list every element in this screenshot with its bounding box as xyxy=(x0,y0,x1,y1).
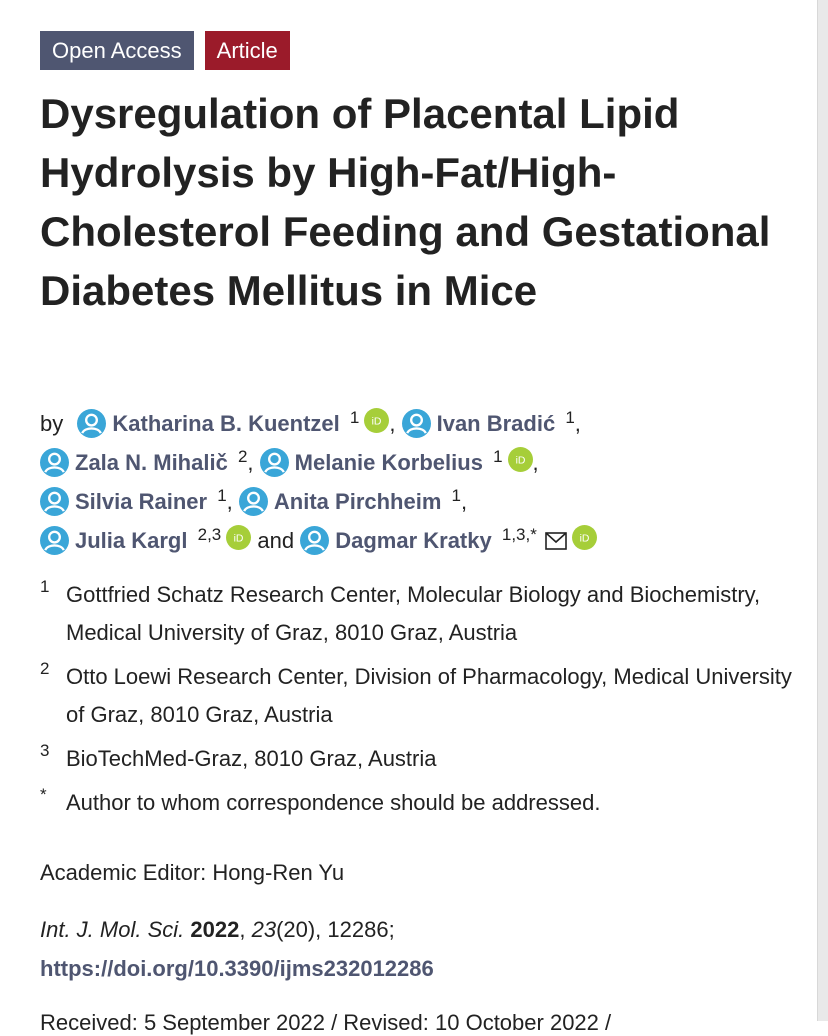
author[interactable] xyxy=(260,450,489,475)
person-circle-icon xyxy=(402,409,431,438)
svg-text:iD: iD xyxy=(579,533,590,545)
citation-volume: 23 xyxy=(251,917,277,942)
author[interactable] xyxy=(40,489,213,514)
affiliation-text: BioTechMed-Graz, 8010 Graz, Austria xyxy=(66,746,437,771)
author-list xyxy=(40,398,800,554)
citation-year: 2022 xyxy=(190,917,240,942)
affiliation-item xyxy=(40,740,810,778)
orcid-icon[interactable] xyxy=(364,408,389,433)
svg-text:iD: iD xyxy=(371,416,382,428)
affiliation-item xyxy=(40,658,810,734)
affiliation-item xyxy=(40,784,810,822)
separator: , xyxy=(574,411,581,436)
dates-line: Received: 5 September 2022 / Revised: 10 October 2022 / xyxy=(40,1010,612,1035)
author[interactable] xyxy=(40,450,234,475)
author-affiliation: 1 xyxy=(349,408,360,427)
citation-issue-pages: (20), 12286; xyxy=(276,917,395,942)
affiliation-number: 3 xyxy=(40,741,50,760)
article-type-badge: Article xyxy=(205,31,290,70)
person-circle-icon xyxy=(40,487,69,516)
svg-text:iD: iD xyxy=(515,455,525,467)
person-circle-icon xyxy=(239,487,268,516)
separator: , xyxy=(461,489,468,514)
author-affiliation: 1 xyxy=(493,447,503,466)
author-name[interactable]: Zala N. Mihalič xyxy=(75,450,228,475)
author[interactable] xyxy=(239,489,448,514)
article-title: Dysregulation of Placental Lipid Hydrolysis by High-Fat/High-Cholesterol Feeding and Gestational Diabetes Mellitus in Mice xyxy=(40,90,771,314)
affiliation-number: * xyxy=(40,785,47,804)
affiliation-number: 1 xyxy=(40,577,50,596)
author[interactable] xyxy=(402,411,562,436)
scrollbar-edge xyxy=(817,0,828,1021)
author-name[interactable]: Katharina B. Kuentzel xyxy=(112,411,340,436)
affiliation-text: Author to whom correspondence should be addressed. xyxy=(66,790,601,815)
separator: , xyxy=(247,450,254,475)
author-name[interactable]: Silvia Rainer xyxy=(75,489,208,514)
orcid-icon[interactable] xyxy=(226,525,251,550)
orcid-icon[interactable] xyxy=(508,447,533,472)
person-circle-icon xyxy=(77,409,106,438)
author-affiliation: 2 xyxy=(237,447,248,466)
person-circle-icon xyxy=(40,526,69,555)
envelope-icon[interactable] xyxy=(545,532,567,550)
person-circle-icon xyxy=(40,448,69,477)
by-label: by xyxy=(40,411,64,436)
doi-link[interactable]: https://doi.org/10.3390/ijms232012286 xyxy=(40,956,434,981)
open-access-badge: Open Access xyxy=(40,31,194,70)
author-name[interactable]: Dagmar Kratky xyxy=(335,528,492,553)
academic-editor: Academic Editor: Hong-Ren Yu xyxy=(40,860,345,885)
author-affiliation: 2,3 xyxy=(197,525,222,544)
citation: Int. J. Mol. Sci. 2022, 23(20), 12286; xyxy=(40,917,395,942)
separator: , xyxy=(226,489,233,514)
affiliation-number: 2 xyxy=(40,659,50,678)
author[interactable] xyxy=(40,528,194,553)
author[interactable] xyxy=(300,528,498,553)
author[interactable] xyxy=(77,411,346,436)
affiliation-item xyxy=(40,576,810,652)
affiliation-list xyxy=(40,576,810,828)
author-name[interactable]: Anita Pirchheim xyxy=(273,489,442,514)
author-name[interactable]: Ivan Bradić xyxy=(436,411,556,436)
affiliation-text: Gottfried Schatz Research Center, Molecular Biology and Biochemistry, Medical University of Graz, 8010 Graz, Austria xyxy=(66,582,761,645)
affiliation-text: Otto Loewi Research Center, Division of Pharmacology, Medical University of Graz, 8010 Graz, Austria xyxy=(66,664,792,727)
and-label: and xyxy=(257,528,295,553)
person-circle-icon xyxy=(260,448,289,477)
author-affiliation: 1 xyxy=(451,486,461,505)
author-affiliation: 1 xyxy=(217,486,227,505)
separator: , xyxy=(532,450,539,475)
person-circle-icon xyxy=(300,526,329,555)
separator: , xyxy=(389,411,396,436)
author-name[interactable]: Julia Kargl xyxy=(75,528,188,553)
author-affiliation: 1,3,* xyxy=(501,525,537,544)
svg-text:iD: iD xyxy=(233,533,244,545)
badge-row xyxy=(40,31,290,70)
author-affiliation: 1 xyxy=(565,408,575,427)
orcid-icon[interactable] xyxy=(572,525,597,550)
journal-name: Int. J. Mol. Sci. xyxy=(40,917,185,942)
author-name[interactable]: Melanie Korbelius xyxy=(294,450,483,475)
